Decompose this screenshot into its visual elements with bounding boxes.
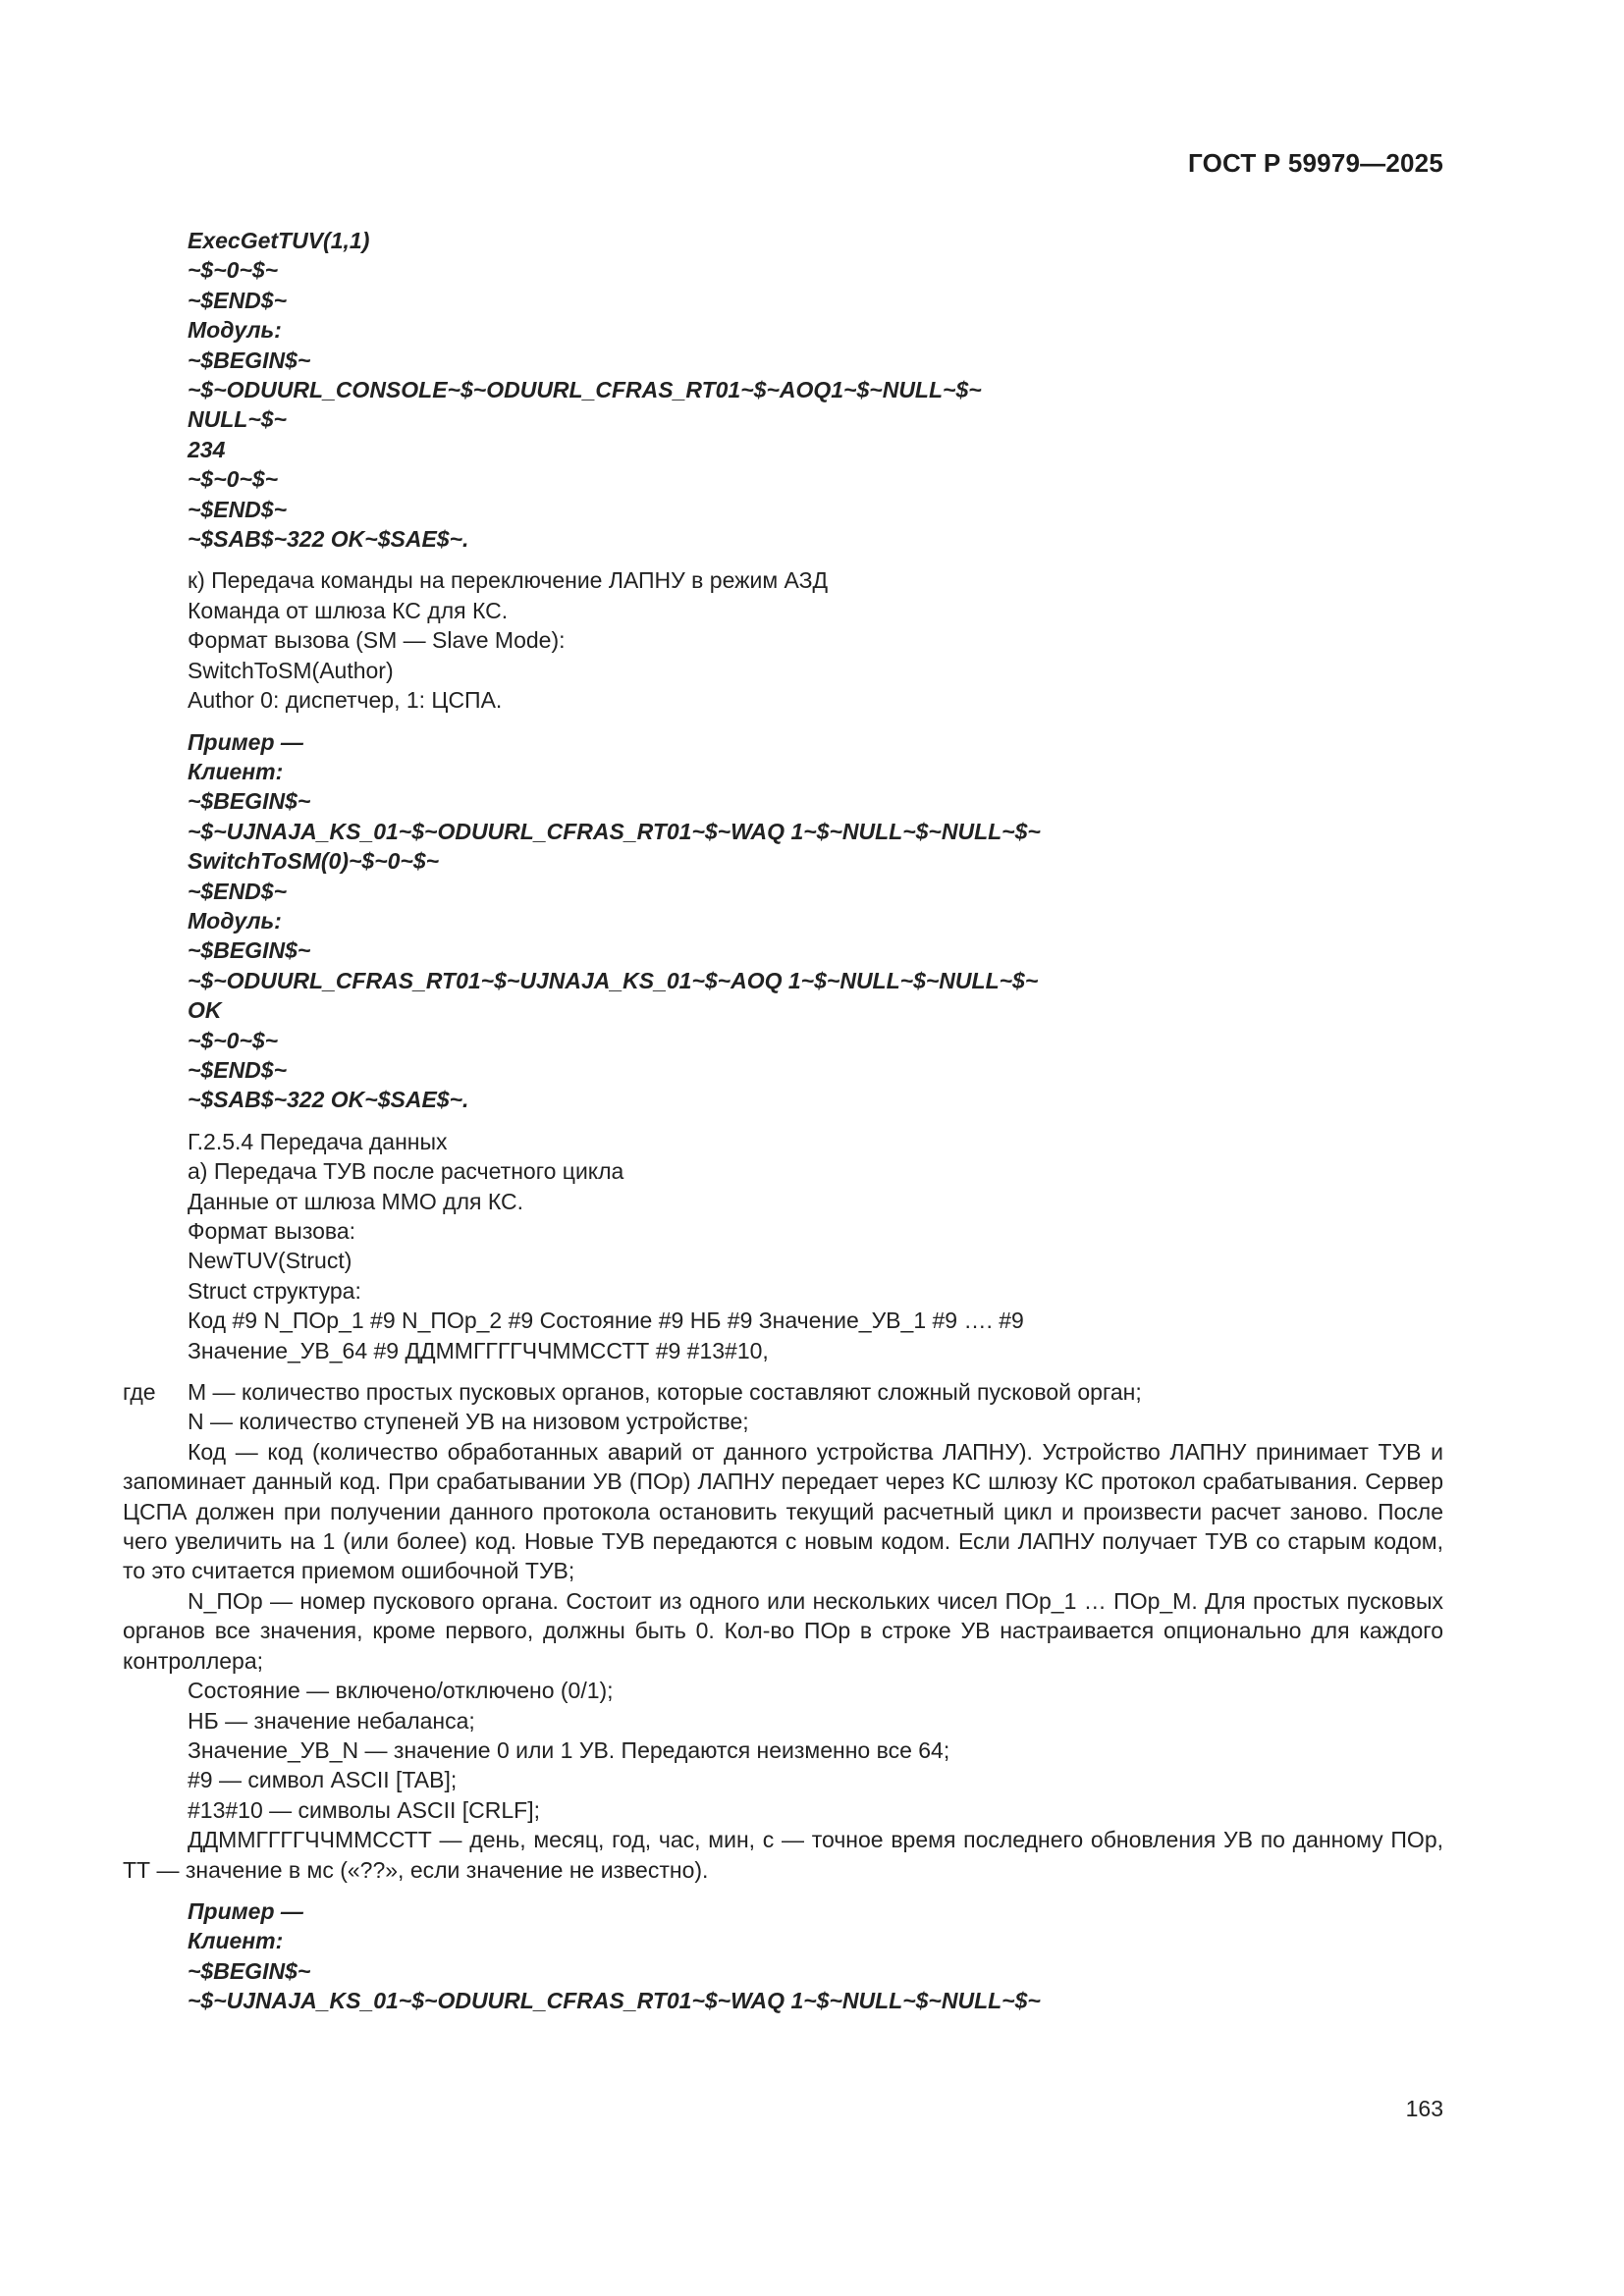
text-line: Данные от шлюза ММО для КС.: [188, 1188, 523, 1214]
text-line: Значение_УВ_64 #9 ДДММГГГГЧЧММССТТ #9 #13#10,: [188, 1337, 769, 1363]
code-line: ~$END$~: [188, 878, 288, 904]
where-label: где: [123, 1379, 156, 1406]
definition-item: Значение_УВ_N — значение 0 или 1 УВ. Передаются неизменно все 64;: [188, 1736, 950, 1763]
code-example-switch: [123, 727, 1443, 1115]
code-line: ~$END$~: [188, 496, 288, 522]
code-line: ~$~ODUURL_CONSOLE~$~ODUURL_CFRAS_RT01~$~AOQ1~$~NULL~$~: [188, 377, 982, 403]
definition-item: #13#10 — символы ASCII [CRLF];: [188, 1796, 540, 1823]
text-line: Формат вызова (SM — Slave Mode):: [188, 627, 566, 654]
code-line: NULL~$~: [188, 406, 287, 433]
text-line: а) Передача ТУВ после расчетного цикла: [188, 1158, 624, 1185]
definition-item: Код — код (количество обработанных аварий от данного устройства ЛАПНУ). Устройство ЛАПНУ принимает ТУВ и запоминает данный код. При срабатывании УВ (ПОр) ЛАПНУ передает через КС шлюзу КС протокол срабатывания. Сервер ЦСПА должен при получении данного протокола остановить текущий расчетный цикл и произвести расчет заново. После чего увеличить на 1 (или более) код. Новые ТУВ передаются с новым кодом. Если ЛАПНУ получает ТУВ со старым кодом, то это считается приемом ошибочной ТУВ;: [123, 1438, 1443, 1584]
code-line: ~$~0~$~: [188, 257, 279, 284]
code-line: Клиент:: [188, 758, 284, 784]
section-data-transfer: [123, 1127, 1443, 1365]
code-line: Пример —: [188, 728, 303, 755]
code-example-newtuv: [123, 1896, 1443, 2016]
text-line: Author 0: диспетчер, 1: ЦСПА.: [188, 687, 503, 714]
code-line: ~$SAB$~322 OK~$SAE$~.: [188, 526, 469, 553]
code-example-response: [123, 226, 1443, 554]
definition-item: Состояние — включено/отключено (0/1);: [188, 1678, 614, 1704]
code-line: ~$SAB$~322 OK~$SAE$~.: [188, 1087, 469, 1113]
text-line: SwitchToSM(Author): [188, 657, 394, 683]
code-line: ~$END$~: [188, 287, 288, 313]
code-line: ~$~0~$~: [188, 466, 279, 493]
document-header: ГОСТ Р 59979—2025: [1188, 148, 1443, 178]
code-line: 234: [188, 436, 226, 462]
code-line: Клиент:: [188, 1928, 284, 1954]
text-line: Struct структура:: [188, 1277, 361, 1304]
code-line: Пример —: [188, 1897, 303, 1924]
definition-text: М — количество простых пусковых органов, которые составляют сложный пусковой орган;: [188, 1379, 1142, 1406]
code-line: ~$~ODUURL_CFRAS_RT01~$~UJNAJA_KS_01~$~AOQ 1~$~NULL~$~NULL~$~: [188, 967, 1039, 993]
code-line: ~$END$~: [188, 1056, 288, 1083]
code-line: Модуль:: [188, 907, 282, 934]
text-line: к) Передача команды на переключение ЛАПНУ в режим АЗД: [188, 567, 829, 594]
code-line: ~$BEGIN$~: [188, 347, 311, 373]
definition-item: ДДММГГГГЧЧММССТТ — день, месяц, год, час, мин, с — точное время последнего обновления УВ по данному ПОр, ТТ — значение в мс («??», если значение не известно).: [123, 1827, 1443, 1883]
code-line: ExecGetTUV(1,1): [188, 228, 370, 253]
definitions-list: [123, 1377, 1443, 1885]
definition-item: N — количество ступеней УВ на низовом устройстве;: [188, 1409, 749, 1435]
code-line: OK: [188, 997, 222, 1024]
code-line: SwitchToSM(0)~$~0~$~: [188, 848, 440, 875]
code-line: ~$BEGIN$~: [188, 937, 311, 964]
text-line: Команда от шлюза КС для КС.: [188, 597, 509, 623]
text-line: Код #9 N_ПОр_1 #9 N_ПОр_2 #9 Состояние #9 НБ #9 Значение_УВ_1 #9 …. #9: [188, 1308, 1024, 1334]
definition-item: [123, 1377, 1443, 1407]
definition-item: НБ — значение небаланса;: [188, 1707, 475, 1734]
code-line: ~$~UJNAJA_KS_01~$~ODUURL_CFRAS_RT01~$~WAQ 1~$~NULL~$~NULL~$~: [188, 1988, 1041, 2014]
code-line: ~$BEGIN$~: [188, 1957, 311, 1984]
section-heading: Г.2.5.4 Передача данных: [188, 1128, 448, 1154]
command-description-switch: [123, 565, 1443, 715]
code-line: ~$~0~$~: [188, 1027, 279, 1053]
definition-item: N_ПОр — номер пускового органа. Состоит из одного или нескольких чисел ПОр_1 … ПОр_М. Для простых пусковых органов все значения, кроме первого, должны быть 0. Кол-во ПОр в строке УВ настраивается опционально для каждого контроллера;: [123, 1587, 1443, 1674]
definition-item: #9 — символ ASCII [TAB];: [188, 1767, 458, 1793]
code-line: ~$BEGIN$~: [188, 788, 311, 815]
text-line: Формат вызова:: [188, 1218, 356, 1244]
document-body: [123, 226, 1443, 2028]
text-line: NewTUV(Struct): [188, 1248, 352, 1274]
code-line: ~$~UJNAJA_KS_01~$~ODUURL_CFRAS_RT01~$~WAQ 1~$~NULL~$~NULL~$~: [188, 818, 1041, 844]
code-line: Модуль:: [188, 317, 282, 344]
page-number: 163: [1405, 2096, 1443, 2121]
